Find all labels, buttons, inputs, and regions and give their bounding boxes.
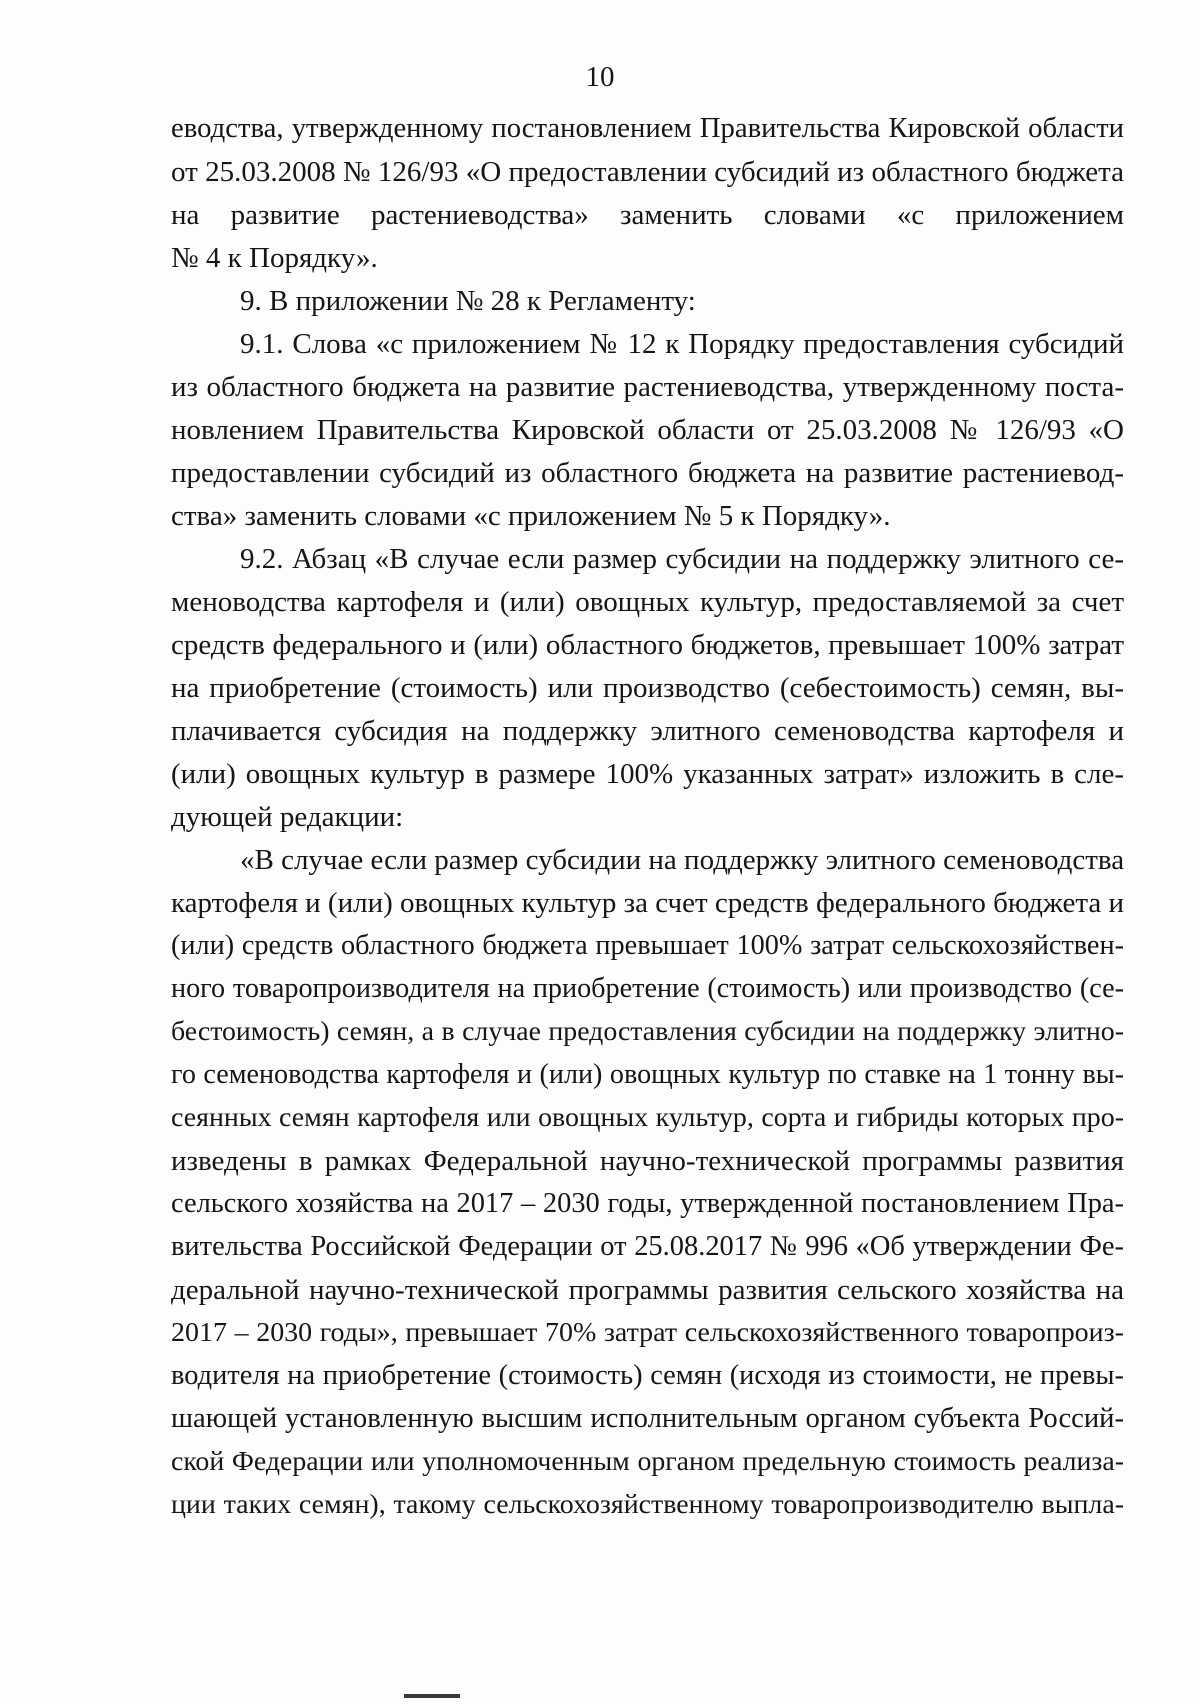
page-number: 10	[585, 61, 615, 93]
text-line: (или) овощных культур в размере 100% указанных затрат» изложить в сле-	[171, 758, 1124, 790]
text-line: ства» заменить словами «с приложением № 5 к Порядку».	[171, 500, 891, 532]
text-line: шающей установленную высшим исполнительным органом субъекта Россий-	[171, 1403, 1124, 1434]
text-line: водителя на приобретение (стоимость) семян (исходя из стоимости, не превы-	[171, 1360, 1124, 1391]
text-line: сельского хозяйства на 2017 – 2030 годы, утвержденной постановлением Пра-	[171, 1188, 1124, 1219]
text-line: ской Федерации или уполномоченным органом предельную стоимость реализа-	[171, 1446, 1124, 1477]
text-line: деральной научно-технической программы развития сельского хозяйства на	[171, 1274, 1124, 1306]
text-line: плачивается субсидия на поддержку элитного семеноводства картофеля и	[171, 715, 1124, 747]
text-line: новлением Правительства Кировской области от 25.03.2008 № 126/93 «О	[171, 414, 1124, 446]
text-line: на развитие растениеводства» заменить словами «с приложением	[171, 199, 1124, 231]
text-line: еводства, утвержденному постановлением Правительства Кировской области	[171, 112, 1124, 144]
text-line: изведены в рамках Федеральной научно-технической программы развития	[171, 1145, 1124, 1177]
text-line: дующей редакции:	[171, 801, 404, 833]
text-line: № 4 к Порядку».	[171, 242, 378, 274]
text-line: ного товаропроизводителя на приобретение (стоимость) или производство (се-	[171, 973, 1124, 1004]
text-line: средств федерального и (или) областного бюджетов, превышает 100% затрат	[171, 629, 1124, 661]
text-line: предоставлении субсидий из областного бюджета на развитие растениевод-	[171, 457, 1124, 489]
text-line: 9. В приложении № 28 к Регламенту:	[240, 285, 696, 317]
text-line: меноводства картофеля и (или) овощных культур, предоставляемой за счет	[171, 586, 1124, 618]
text-line: 9.1. Слова «с приложением № 12 к Порядку предоставления субсидий	[240, 328, 1124, 360]
text-line: картофеля и (или) овощных культур за счет средств федерального бюджета и	[171, 887, 1125, 919]
scan-artifact-mark	[404, 1694, 460, 1698]
text-line: из областного бюджета на развитие растениеводства, утвержденному поста-	[171, 371, 1124, 403]
text-line: ции таких семян), такому сельскохозяйственному товаропроизводителю выпла-	[171, 1489, 1124, 1520]
text-line: бестоимость) семян, а в случае предоставления субсидии на поддержку элитно-	[171, 1016, 1124, 1047]
text-line: сеянных семян картофеля или овощных культур, сорта и гибриды которых про-	[171, 1102, 1124, 1133]
text-line: от 25.03.2008 № 126/93 «О предоставлении субсидий из областного бюджета	[171, 156, 1124, 188]
text-line: «В случае если размер субсидии на поддержку элитного семеноводства	[240, 844, 1125, 876]
text-line: го семеноводства картофеля и (или) овощных культур по ставке на 1 тонну вы-	[171, 1059, 1124, 1090]
text-line: на приобретение (стоимость) или производство (себестоимость) семян, вы-	[171, 672, 1124, 704]
text-line: 2017 – 2030 годы», превышает 70% затрат сельскохозяйственного товаропроиз-	[171, 1317, 1124, 1348]
text-line: вительства Российской Федерации от 25.08.2017 № 996 «Об утверждении Фе-	[171, 1231, 1124, 1262]
text-line: 9.2. Абзац «В случае если размер субсидии на поддержку элитного се-	[240, 543, 1124, 575]
text-line: (или) средств областного бюджета превышает 100% затрат сельскохозяйствен-	[171, 930, 1124, 961]
